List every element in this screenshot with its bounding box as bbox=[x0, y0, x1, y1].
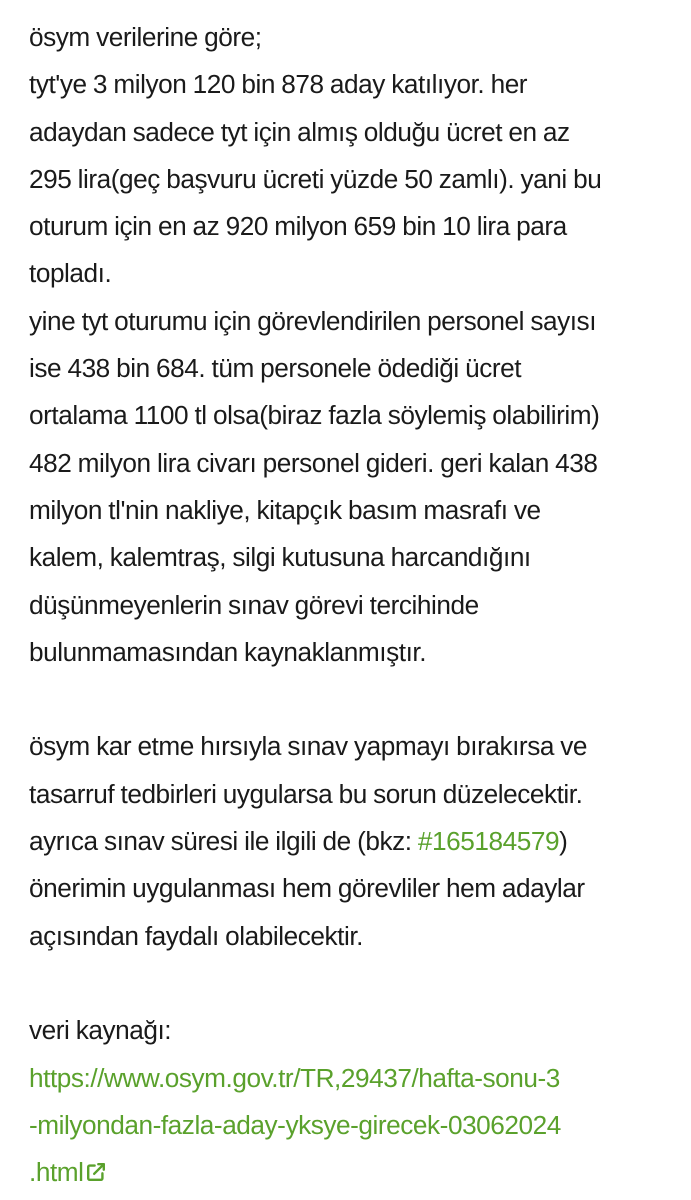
bkz-entry-link[interactable]: #165184579 bbox=[417, 826, 560, 857]
text-line: 295 lira(geç başvuru ücreti yüzde 50 zamlı). yani bu bbox=[29, 163, 602, 194]
paragraph-gap bbox=[29, 960, 677, 1007]
external-link-icon[interactable] bbox=[85, 1151, 107, 1173]
text-line: düşünmeyenlerin sınav görevi tercihinde bbox=[29, 589, 479, 620]
url-line[interactable]: https://www.osym.gov.tr/TR,29437/hafta-sonu-3 bbox=[29, 1062, 560, 1093]
entry-source bbox=[29, 1007, 677, 1196]
text-line: bulunmamasından kaynaklanmıştır. bbox=[29, 636, 427, 667]
text-line: önerimin uygulanması hem görevliler hem adaylar bbox=[29, 873, 585, 904]
url-line[interactable]: -milyondan-fazla-aday-yksye-girecek-03062024 bbox=[29, 1109, 561, 1140]
text-line: tasarruf tedbirleri uygularsa bu sorun düzelecektir. bbox=[29, 778, 583, 809]
text-line: adaydan sadece tyt için almış olduğu ücret en az bbox=[29, 116, 570, 147]
url-line-text[interactable]: .html bbox=[29, 1157, 84, 1188]
text-line: ortalama 1100 tl olsa(biraz fazla söylemiş olabilirim) bbox=[29, 400, 600, 431]
text-line-with-bkz bbox=[29, 818, 677, 865]
text-line: açısından faydalı olabilecektir. bbox=[29, 920, 363, 951]
paragraph-gap bbox=[29, 676, 677, 723]
source-url-link[interactable] bbox=[29, 1055, 677, 1197]
text-line: topladı. bbox=[29, 258, 112, 289]
text-line: ise 438 bin 684. tüm personele ödediği ücret bbox=[29, 353, 522, 384]
text-line: kalem, kalemtraş, silgi kutusuna harcandığını bbox=[29, 542, 531, 573]
text-line: milyon tl'nin nakliye, kitapçık basım masrafı ve bbox=[29, 494, 541, 525]
bkz-prefix: ayrıca sınav süresi ile ilgili de (bkz: bbox=[29, 826, 418, 857]
text-line: ösym kar etme hırsıyla sınav yapmayı bırakırsa ve bbox=[29, 731, 588, 762]
url-line-last[interactable] bbox=[29, 1149, 677, 1196]
entry-content bbox=[29, 14, 677, 1196]
text-line: oturum için en az 920 milyon 659 bin 10 lira para bbox=[29, 211, 567, 242]
text-line: yine tyt oturumu için görevlendirilen personel sayısı bbox=[29, 305, 597, 336]
bkz-suffix: ) bbox=[559, 826, 568, 857]
text-line: ösym verilerine göre; bbox=[29, 22, 262, 52]
entry-paragraph-2 bbox=[29, 723, 677, 959]
entry-paragraph-1 bbox=[29, 14, 677, 676]
text-line: 482 milyon lira civarı personel gideri. geri kalan 438 bbox=[29, 447, 598, 478]
text-line: tyt'ye 3 milyon 120 bin 878 aday katılıyor. her bbox=[29, 69, 528, 100]
source-label: veri kaynağı: bbox=[29, 1015, 172, 1046]
